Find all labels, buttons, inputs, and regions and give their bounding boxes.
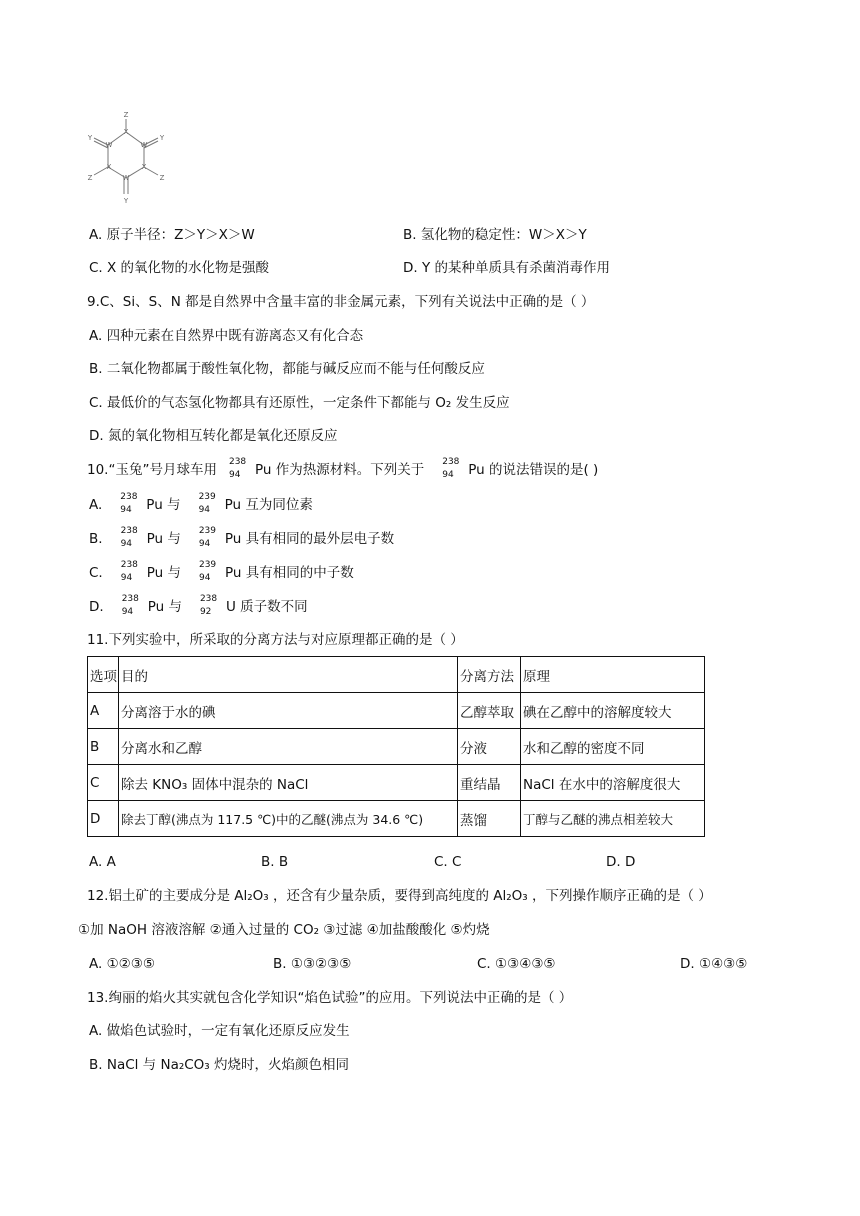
- q11-option-d[interactable]: D. D: [606, 854, 636, 870]
- header-cell: 选项: [88, 657, 119, 693]
- atom-label: W: [122, 174, 130, 182]
- atom-label: X: [141, 163, 147, 171]
- atom-label: Z: [159, 174, 165, 182]
- q13-option-b[interactable]: B. NaCl 与 Na₂CO₃ 灼烧时，火焰颜色相同: [89, 1057, 350, 1073]
- q10-stem-mid: Pu 作为热源材料。下列关于: [254, 462, 425, 478]
- q10-option-c[interactable]: C. 238 94 Pu 与 239 94 Pu 具有相同的中子数: [89, 560, 354, 583]
- q12-option-d[interactable]: D. ①④③⑤: [680, 956, 748, 972]
- table-cell: 碘在乙醇中的溶解度较大: [521, 693, 705, 729]
- header-cell: 分离方法: [458, 657, 521, 693]
- table-row: [88, 801, 705, 837]
- q9-option-d[interactable]: D. 氮的氧化物相互转化都是氧化还原反应: [89, 428, 338, 444]
- table-row: [88, 693, 705, 729]
- table-cell: B: [88, 729, 119, 765]
- q8-option-c[interactable]: C. X 的氧化物的水化物是强酸: [89, 260, 270, 276]
- q9-option-b[interactable]: B. 二氧化物都属于酸性氧化物，都能与碱反应而不能与任何酸反应: [89, 361, 485, 377]
- table-cell: 丁醇与乙醚的沸点相差较大: [521, 801, 705, 837]
- table-cell: 分离溶于水的碘: [119, 693, 458, 729]
- table-cell: 重结晶: [458, 765, 521, 801]
- q12-stem: 12.铝土矿的主要成分是 Al₂O₃ ，还含有少量杂质，要得到高纯度的 Al₂O₃ ，下列操作顺序正确的是（ ）: [87, 888, 712, 904]
- table-cell: A: [88, 693, 119, 729]
- q13-stem: 13.绚丽的焰火其实就包含化学知识“焰色试验”的应用。下列说法中正确的是（ ）: [87, 990, 573, 1006]
- atom-label: Y: [123, 197, 129, 205]
- q9-option-c[interactable]: C. 最低价的气态氢化物都具有还原性，一定条件下都能与 O₂ 发生反应: [89, 395, 510, 411]
- table-cell: 分液: [458, 729, 521, 765]
- table-cell: 水和乙醇的密度不同: [521, 729, 705, 765]
- q12-option-c[interactable]: C. ①③④③⑤: [477, 956, 556, 972]
- atom-label: W: [140, 141, 148, 149]
- q12-option-a[interactable]: A. ①②③⑤: [89, 956, 155, 972]
- q10-option-d[interactable]: D. 238 94 Pu 与 238 92 U 质子数不同: [89, 594, 308, 617]
- table-header-row: [88, 657, 705, 693]
- table-cell: NaCl 在水中的溶解度很大: [521, 765, 705, 801]
- q12-steps: ①加 NaOH 溶液溶解 ②通入过量的 CO₂ ③过滤 ④加盐酸酸化 ⑤灼烧: [78, 922, 490, 938]
- table-cell: 分离水和乙醇: [119, 729, 458, 765]
- table-cell: D: [88, 801, 119, 837]
- atom-label: Y: [87, 134, 93, 142]
- nuclide-notation: 238 94: [442, 457, 460, 480]
- ring-structure-diagram: [82, 110, 178, 206]
- q10-option-b[interactable]: B. 238 94 Pu 与 239 94 Pu 具有相同的最外层电子数: [89, 526, 395, 549]
- q13-option-a[interactable]: A. 做焰色试验时，一定有氧化还原反应发生: [89, 1023, 350, 1039]
- nuclide-notation: 238 94: [228, 457, 247, 480]
- q8-option-b[interactable]: B. 氢化物的稳定性：W＞X＞Y: [403, 227, 587, 243]
- atom-label: Y: [159, 134, 165, 142]
- table-cell: C: [88, 765, 119, 801]
- atom-label: W: [105, 141, 113, 149]
- atom-label: X: [123, 128, 129, 136]
- atom-label: Z: [87, 174, 93, 182]
- table-cell: 蒸馏: [458, 801, 521, 837]
- atom-label: X: [106, 163, 112, 171]
- q11-option-a[interactable]: A. A: [89, 854, 116, 870]
- q11-option-b[interactable]: B. B: [261, 854, 289, 870]
- q10-stem-pre: 10.“玉兔”号月球车用: [87, 462, 217, 478]
- q12-option-b[interactable]: B. ①③②③⑤: [273, 956, 352, 972]
- q10-option-a[interactable]: A. 238 94 Pu 与 239 94 Pu 互为同位素: [89, 492, 313, 515]
- atom-label: Z: [123, 111, 129, 119]
- table-row: [88, 729, 705, 765]
- table-cell: 乙醇萃取: [458, 693, 521, 729]
- q8-option-a[interactable]: A. 原子半径：Z＞Y＞X＞W: [89, 227, 255, 243]
- q9-option-a[interactable]: A. 四种元素在自然界中既有游离态又有化合态: [89, 328, 364, 344]
- header-cell: 目的: [119, 657, 458, 693]
- q10-stem-post: Pu 的说法错误的是( ): [468, 462, 599, 478]
- q11-stem: 11.下列实验中，所采取的分离方法与对应原理都正确的是（ ）: [87, 632, 464, 648]
- q10-stem: [87, 459, 598, 481]
- q9-stem: 9.C、Si、S、N 都是自然界中含量丰富的非金属元素，下列有关说法中正确的是（ ）: [87, 294, 595, 310]
- q11-option-c[interactable]: C. C: [434, 854, 462, 870]
- table-cell: 除去 KNO₃ 固体中混杂的 NaCl: [119, 765, 458, 801]
- header-cell: 原理: [521, 657, 705, 693]
- table-cell: 除去丁醇(沸点为 117.5 ℃)中的乙醚(沸点为 34.6 ℃): [119, 801, 458, 837]
- separation-methods-table: [87, 656, 705, 837]
- table-row: [88, 765, 705, 801]
- q8-option-d[interactable]: D. Y 的某种单质具有杀菌消毒作用: [403, 260, 611, 276]
